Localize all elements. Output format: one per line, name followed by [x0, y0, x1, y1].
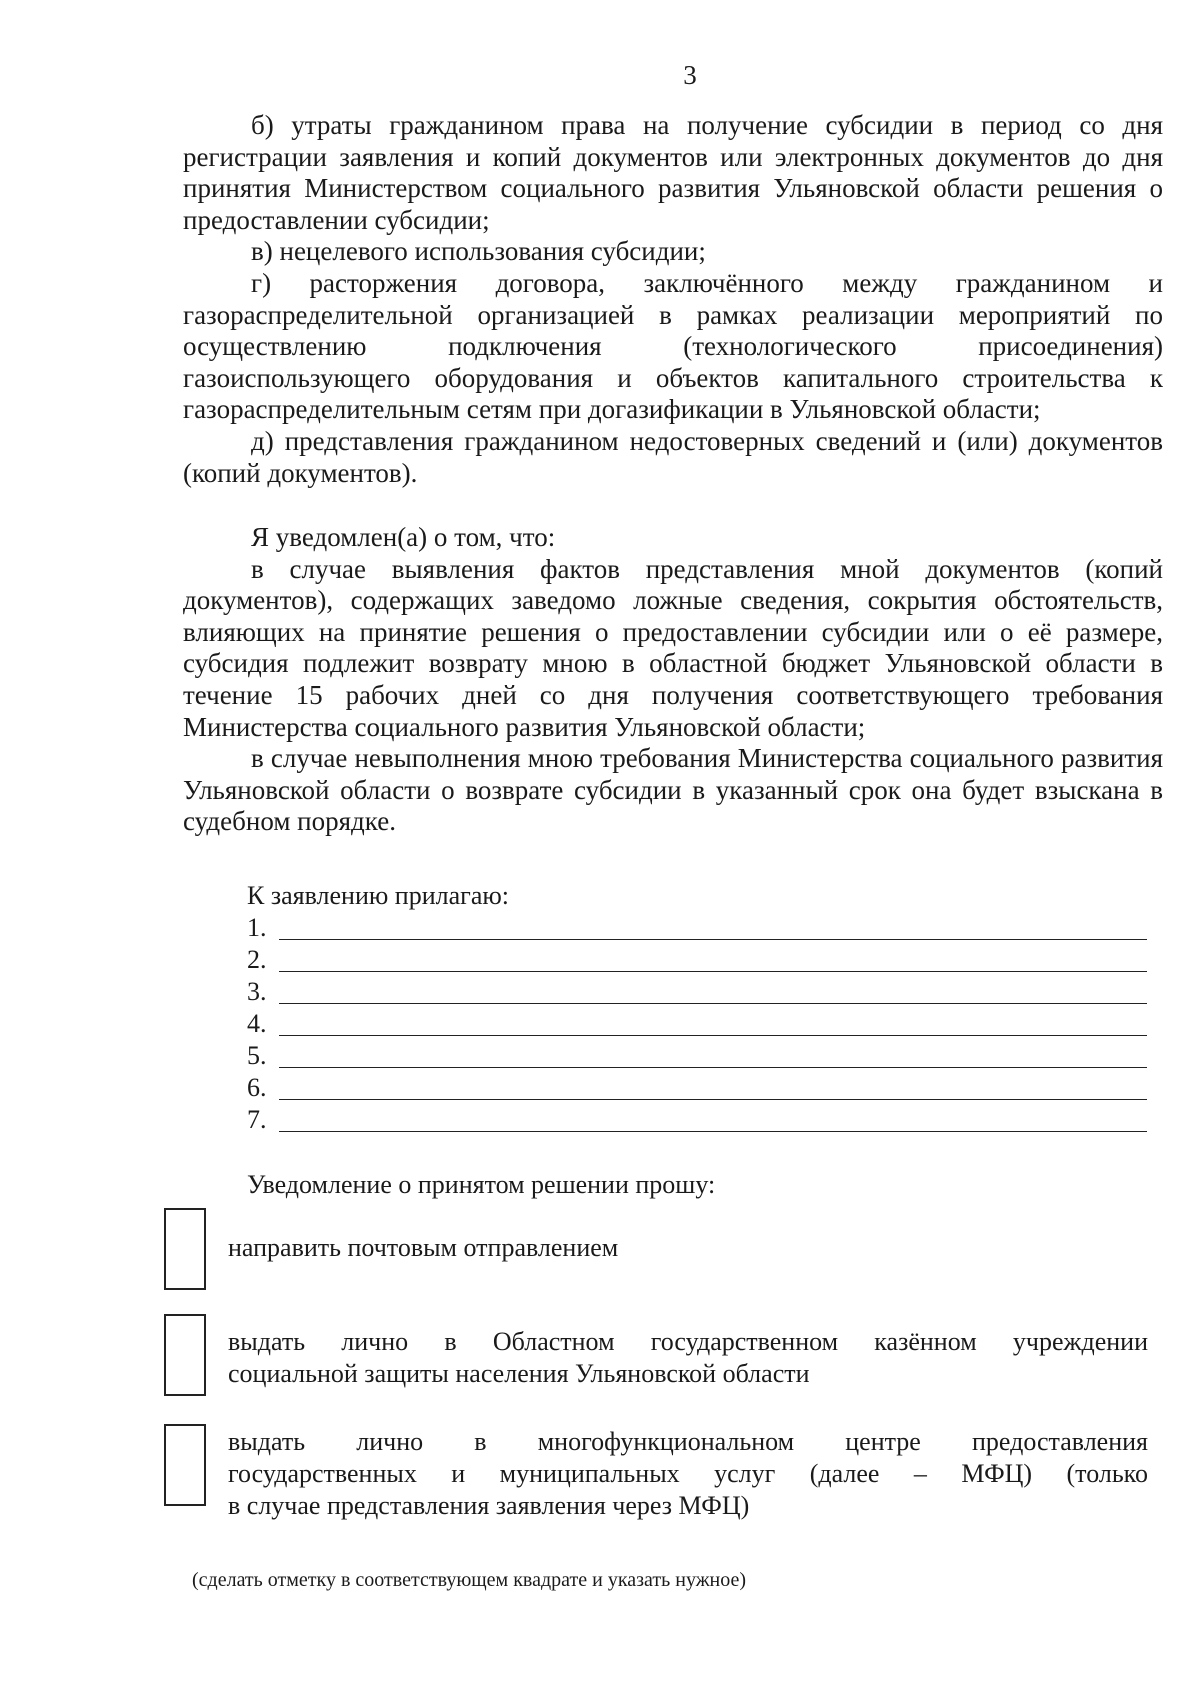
- ground-item-b: б) утраты гражданином права на получение субсидии в период со дня регистрации заявления и копий документов или электронных документов до дня принятия Министерством социального развития Ульяновской области решения о предоставлении субсидии;: [183, 110, 1163, 235]
- attachment-number: 1.: [247, 913, 267, 942]
- attachment-blank-line[interactable]: [279, 979, 1147, 1004]
- attachment-number: 7.: [247, 1105, 267, 1134]
- attachment-blank-line[interactable]: [279, 1075, 1147, 1100]
- social-protection-checkbox[interactable]: [164, 1314, 206, 1396]
- ground-item-d: д) представления гражданином недостоверных сведений и (или) документов (копий документов).: [183, 425, 1163, 488]
- acknowledgement-para-2: в случае невыполнения мною требования Министерства социального развития Ульяновской области о возврате субсидии в указанный срок она будет взыскана в судебном порядке.: [183, 743, 1163, 837]
- attachment-row: [247, 1072, 1147, 1104]
- attachment-row: [247, 1040, 1147, 1072]
- post-checkbox[interactable]: [164, 1208, 206, 1290]
- attachment-row: [247, 1104, 1147, 1136]
- attachment-row: [247, 912, 1147, 944]
- attachment-blank-line[interactable]: [279, 947, 1147, 972]
- page-number: 3: [683, 60, 697, 90]
- footnote: (сделать отметку в соответствующем квадрате и указать нужное): [192, 1569, 746, 1591]
- attachment-blank-line[interactable]: [279, 1011, 1147, 1036]
- attachment-number: 2.: [247, 945, 267, 974]
- attachment-number: 4.: [247, 1009, 267, 1038]
- acknowledgement-intro: Я уведомлен(а) о том, что:: [251, 522, 556, 552]
- option-text-line: государственных и муниципальных услуг (далее – МФЦ) (только: [228, 1459, 1148, 1488]
- attachment-row: [247, 976, 1147, 1008]
- attachment-row: [247, 944, 1147, 976]
- option-text-line: в случае представления заявления через МФЦ): [228, 1491, 750, 1520]
- option-text-line: социальной защиты населения Ульяновской области: [228, 1359, 810, 1388]
- notification-heading: Уведомление о принятом решении прошу:: [247, 1170, 716, 1199]
- ground-item-v: в) нецелевого использования субсидии;: [251, 236, 706, 267]
- attachment-number: 5.: [247, 1041, 267, 1070]
- attachment-blank-line[interactable]: [279, 915, 1147, 940]
- attachment-blank-line[interactable]: [279, 1043, 1147, 1068]
- attachment-row: [247, 1008, 1147, 1040]
- attachment-number: 3.: [247, 977, 267, 1006]
- notify-option-social-protection-label: [228, 1326, 1148, 1390]
- option-text-line: выдать лично в Областном государственном казённом учреждении: [228, 1327, 1148, 1356]
- acknowledgement-section: [183, 522, 1163, 838]
- ground-item-g: г) расторжения договора, заключённого между гражданином и газораспределительной организацией в рамках реализации мероприятий по осуществлению подключения (технологического присоединения) газоиспользующего оборудования и объектов капитального строительства к газораспределительным сетям при догазификации в Ульяновской области;: [183, 267, 1163, 425]
- acknowledgement-para-1: в случае выявления фактов представления мной документов (копий документов), содержащих заведомо ложные сведения, сокрытия обстоятельств, влияющих на принятие решения о предоставлении субсидии или о её размере, субсидия подлежит возврату мною в областной бюджет Ульяновской области в течение 15 рабочих дней со дня получения соответствующего требования Министерства социального развития Ульяновской области;: [183, 553, 1163, 742]
- attachment-blank-line[interactable]: [279, 1107, 1147, 1132]
- attachments-section: [247, 880, 1147, 1136]
- notify-option-mfc-label: [228, 1426, 1148, 1522]
- notify-option-post-label: направить почтовым отправлением: [228, 1233, 619, 1262]
- mfc-checkbox[interactable]: [164, 1424, 206, 1506]
- attachment-number: 6.: [247, 1073, 267, 1102]
- refund-grounds-section: [183, 110, 1163, 489]
- attachments-heading: К заявлению прилагаю:: [247, 881, 510, 910]
- option-text-line: выдать лично в многофункциональном центре предоставления: [228, 1427, 1148, 1456]
